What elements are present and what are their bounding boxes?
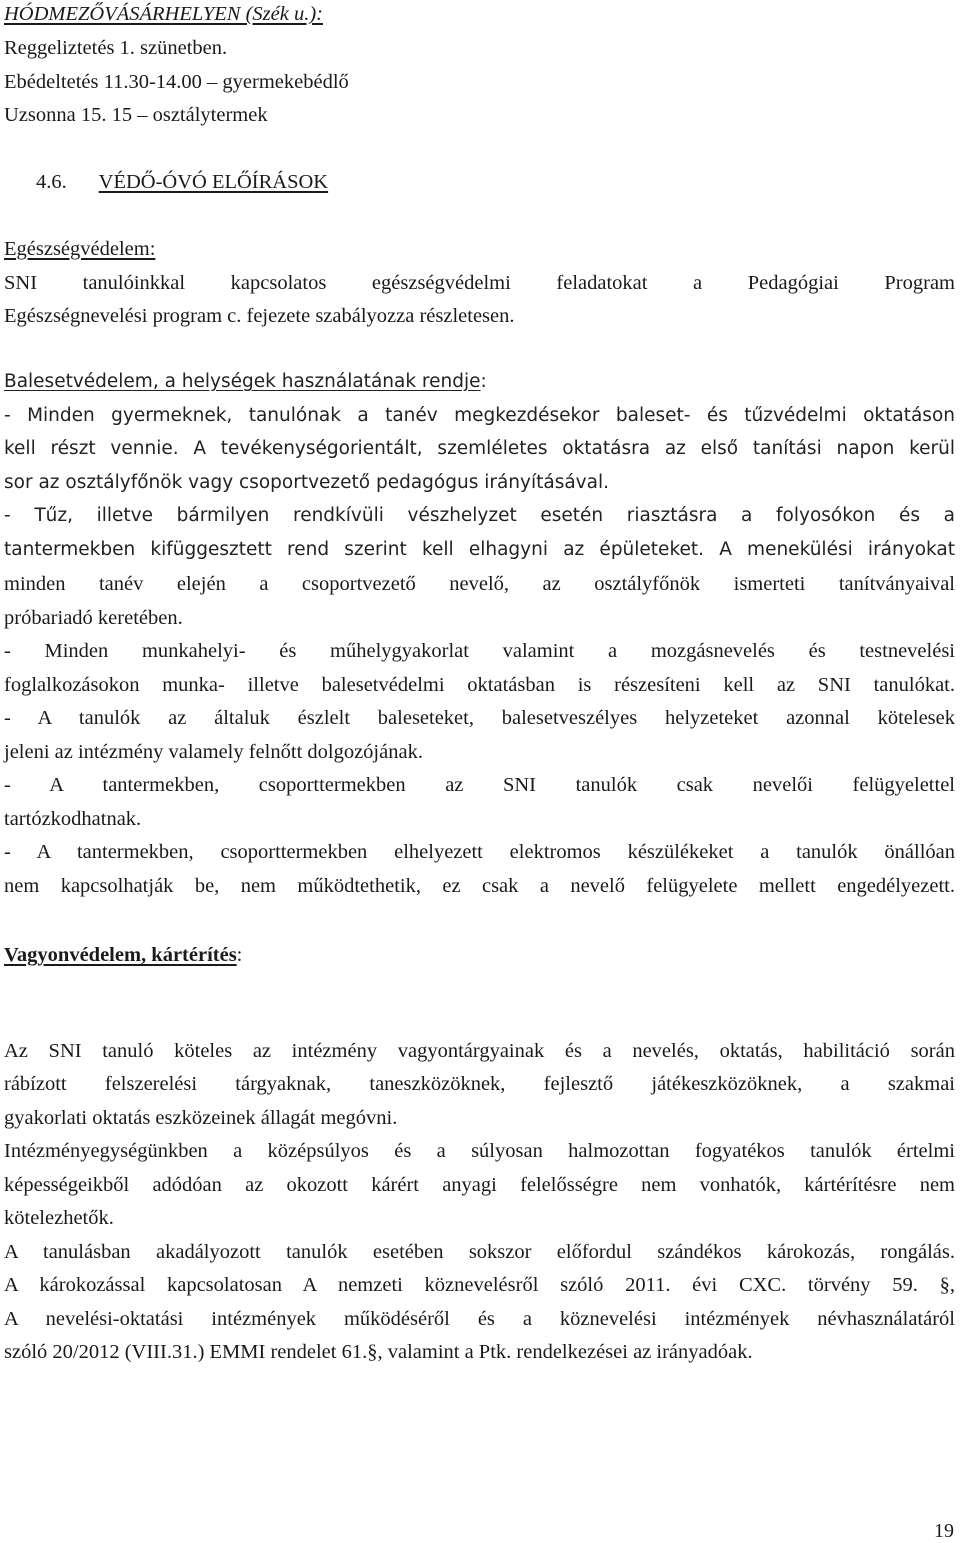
section-heading	[36, 172, 328, 193]
schedule-snack: Uzsonna 15. 15 – osztálytermek	[4, 104, 268, 126]
accident-line: - A tantermekben, csoporttermekben elhelyezett elektromos készülékeket a tanulók önállóan	[4, 841, 955, 863]
accident-heading-text: Balesetvédelem, a helységek használatának rendje	[4, 371, 481, 392]
accident-line: - Minden munkahelyi- és műhelygyakorlat valamint a mozgásnevelés és testnevelési	[4, 640, 955, 662]
property-line: gyakorlati oktatás eszközeinek állagát megóvni.	[4, 1107, 398, 1129]
section-title: VÉDŐ-ÓVÓ ELŐÍRÁSOK	[98, 171, 329, 193]
accident-line: tantermekben kifüggesztett rend szerint kell elhagyni az épületeket. A menekülési irányokat	[4, 539, 955, 560]
property-line: Az SNI tanuló köteles az intézmény vagyontárgyainak és a nevelés, oktatás, habilitáció során	[4, 1040, 955, 1062]
accident-line: - Minden gyermeknek, tanulónak a tanév megkezdésekor baleset- és tűzvédelmi oktatáson	[4, 405, 955, 426]
accident-heading	[4, 373, 487, 392]
accident-line: - Tűz, illetve bármilyen rendkívüli vészhelyzet esetén riasztásra a folyosókon és a	[4, 505, 955, 526]
property-heading-colon: :	[236, 944, 243, 966]
property-line: rábízott felszerelési tárgyaknak, taneszközöknek, fejlesztő játékeszközöknek, a szakmai	[4, 1073, 955, 1095]
health-line: SNI tanulóinkkal kapcsolatos egészségvédelmi feladatokat a Pedagógiai Program	[4, 272, 955, 294]
health-line: Egészségnevelési program c. fejezete szabályozza részletesen.	[4, 305, 515, 327]
location-heading: HÓDMEZŐVÁSÁRHELYEN (Szék u.):	[4, 3, 324, 25]
property-line: képességeikből adódóan az okozott kárért anyagi felelősségre nem vonhatók, kártérítésre nem	[4, 1174, 955, 1196]
property-line: A nevelési-oktatási intézmények működéséről és a köznevelési intézmények névhasználatáról	[4, 1308, 955, 1330]
accident-line: tartózkodhatnak.	[4, 808, 142, 830]
accident-heading-colon: :	[480, 371, 487, 392]
accident-line: próbariadó keretében.	[4, 607, 183, 629]
property-line: kötelezhetők.	[4, 1207, 114, 1229]
property-line: A károkozással kapcsolatosan A nemzeti köznevelésről szóló 2011. évi CXC. törvény 59. §,	[4, 1274, 955, 1296]
accident-line: nem kapcsolhatják be, nem működtethetik, ez csak a nevelő felügyelete mellett engedélyezett.	[4, 875, 955, 897]
health-heading: Egészségvédelem:	[4, 238, 156, 260]
property-heading	[4, 945, 242, 966]
property-line: szóló 20/2012 (VIII.31.) EMMI rendelet 61.§, valamint a Ptk. rendelkezései az irányadóak.	[4, 1341, 753, 1363]
accident-line: kell részt vennie. A tevékenységorientált, szemléletes oktatásra az első tanítási napon kerül	[4, 438, 955, 459]
schedule-lunch: Ebédeltetés 11.30-14.00 – gyermekebédlő	[4, 71, 349, 93]
accident-line: sor az osztályfőnök vagy csoportvezető pedagógus irányításával.	[4, 472, 609, 493]
accident-line: - A tantermekben, csoporttermekben az SNI tanulók csak nevelői felügyelettel	[4, 774, 955, 796]
property-line: A tanulásban akadályozott tanulók esetében sokszor előfordul szándékos károkozás, rongálás.	[4, 1241, 955, 1263]
accident-line: jeleni az intézmény valamely felnőtt dolgozójának.	[4, 741, 423, 763]
property-line: Intézményegységünkben a középsúlyos és a súlyosan halmozottan fogyatékos tanulók értelmi	[4, 1140, 955, 1162]
property-heading-text: Vagyonvédelem, kártérítés	[4, 944, 237, 966]
schedule-breakfast: Reggeliztetés 1. szünetben.	[4, 37, 228, 59]
section-number: 4.6.	[36, 171, 67, 193]
accident-line: - A tanulók az általuk észlelt baleseteket, balesetveszélyes helyzeteket azonnal kötelesek	[4, 707, 955, 729]
accident-line: minden tanév elején a csoportvezető nevelő, az osztályfőnök ismerteti tanítványaival	[4, 573, 955, 595]
page-number: 19	[934, 1520, 954, 1542]
accident-line: foglalkozásokon munka- illetve balesetvédelmi oktatásban is részesíteni kell az SNI tanulókat.	[4, 674, 955, 696]
